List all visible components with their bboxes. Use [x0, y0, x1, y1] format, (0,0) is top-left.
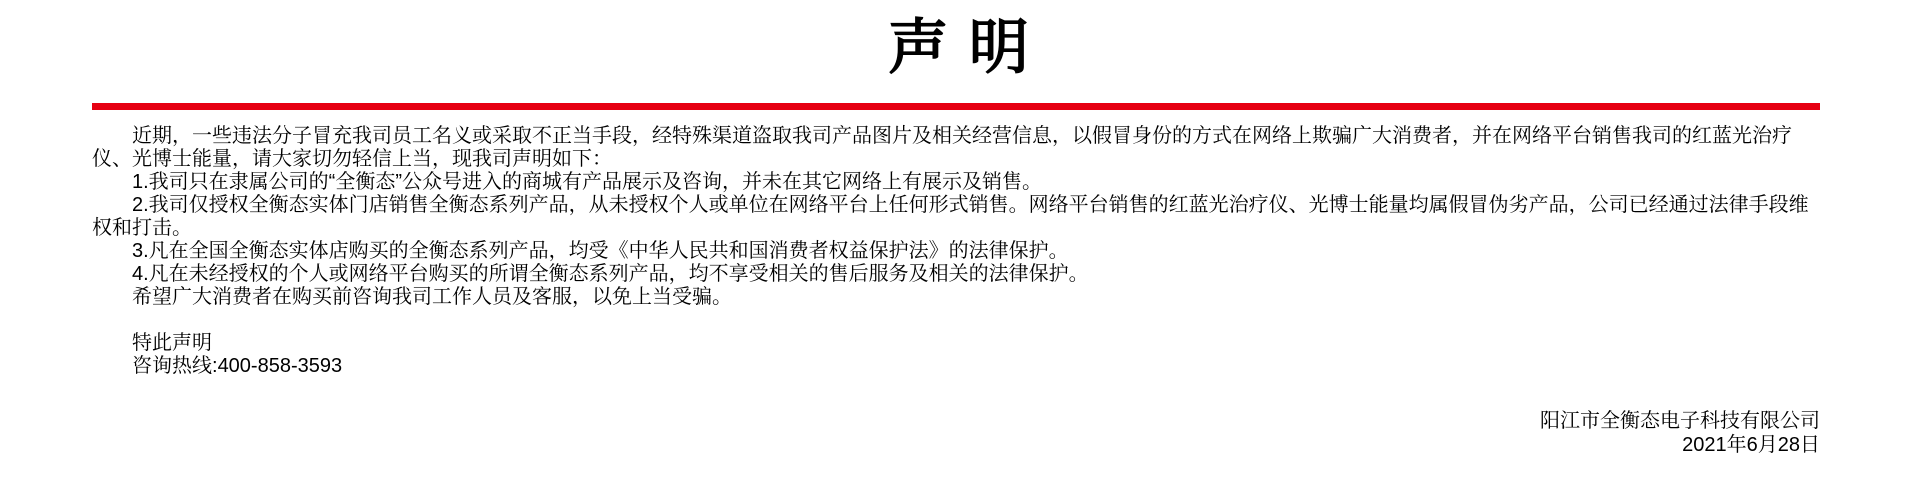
- company-name: 阳江市全衡态电子科技有限公司: [1540, 410, 1820, 432]
- statement-paragraph-intro: 近期，一些违法分子冒充我司员工名义或采取不正当手段，经特殊渠道盗取我司产品图片及相关经营信息，以假冒身份的方式在网络上欺骗广大消费者，并在网络平台销售我司的红蓝光治疗仪、光博士能量，请大家切勿轻信上当，现我司声明如下：: [92, 125, 1792, 170]
- signature-block: [92, 409, 1820, 457]
- hotline-label: 咨询热线:: [132, 355, 218, 377]
- hotline-number: 400-858-3593: [217, 355, 343, 377]
- page-title: 声 明: [888, 14, 1031, 81]
- closing-note: 特此声明: [132, 332, 212, 354]
- statement-paragraph-item-3: 3.凡在全国全衡态实体店购买的全衡态系列产品，均受《中华人民共和国消费者权益保护法》的法律保护。: [132, 240, 1069, 262]
- statement-body: [92, 125, 1820, 378]
- title-divider: [92, 103, 1820, 110]
- statement-paragraph-item-1: 1.我司只在隶属公司的“全衡态”公众号进入的商城有产品展示及咨询，并未在其它网络上有展示及销售。: [132, 171, 1042, 193]
- statement-date: 2021年6月28日: [1682, 434, 1820, 456]
- statement-paragraph-advice: 希望广大消费者在购买前咨询我司工作人员及客服，以免上当受骗。: [132, 286, 732, 308]
- statement-paragraph-item-2: 2.我司仅授权全衡态实体门店销售全衡态系列产品，从未授权个人或单位在网络平台上任何形式销售。网络平台销售的红蓝光治疗仪、光博士能量均属假冒伪劣产品，公司已经通过法律手段维权和打击。: [92, 194, 1809, 239]
- statement-paragraph-item-4: 4.凡在未经授权的个人或网络平台购买的所谓全衡态系列产品，均不享受相关的售后服务及相关的法律保护。: [132, 263, 1089, 285]
- hotline-line: [92, 355, 1820, 378]
- closing-block: [92, 332, 1820, 378]
